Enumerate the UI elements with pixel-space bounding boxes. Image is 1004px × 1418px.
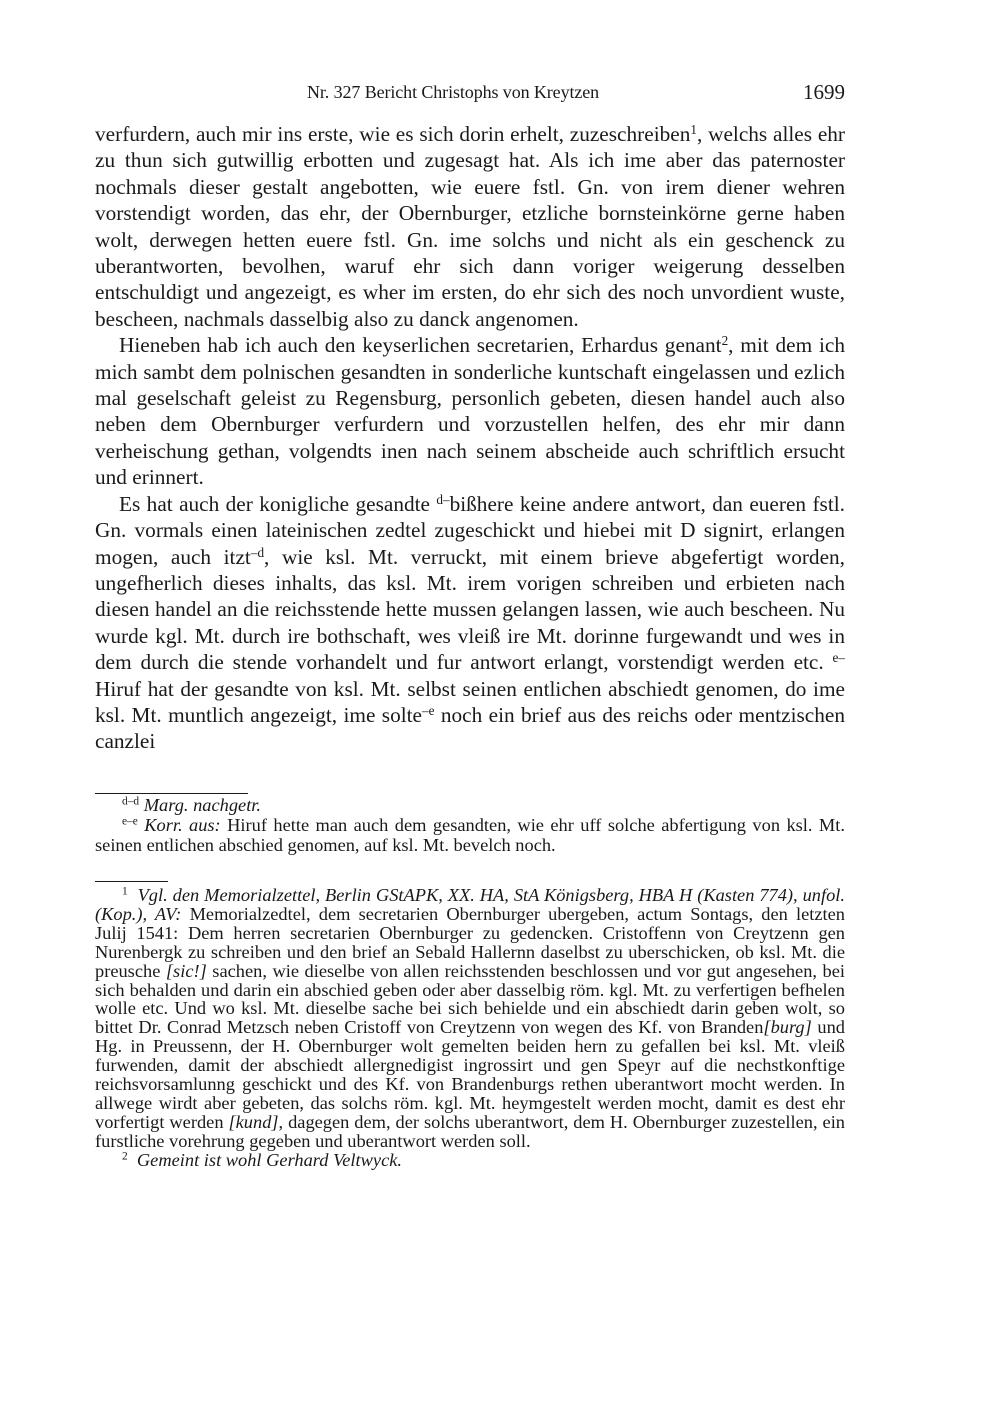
footnote-italic: [burg] — [763, 1017, 812, 1038]
footnote-italic: Gemeint ist wohl Gerhard Veltwyck. — [136, 1149, 402, 1170]
running-head — [95, 80, 845, 108]
apparatus-note-e — [95, 816, 845, 856]
apparatus-italic: Korr. aus: — [144, 814, 221, 835]
page-number: 1699 — [803, 80, 845, 104]
footnote-italic: Vgl. den Memorialzettel, Berlin GStAPK, XX. HA, StA Königsberg, HBA H (Kasten 774), unfol. (Kop.), AV: — [95, 885, 845, 924]
text-critical-apparatus — [95, 796, 845, 855]
footnote-ref-1[interactable]: 1 — [690, 121, 697, 137]
text-run: Es hat auch der konigliche gesandte — [119, 491, 437, 516]
text-run: verfurdern, auch mir ins erste, wie es sich dorin erhelt, zuzeschreiben — [95, 122, 691, 146]
text-run: noch ein brief aus des reichs oder mentzischen canzlei — [95, 702, 845, 754]
apparatus-text: Hiruf hette man auch dem gesandten, wie ehr uff solche abfertigung von ksl. Mt. seinen entlichen abschied genomen, auf ksl. Mt. bevelch noch. — [95, 814, 845, 855]
apparatus-ref-e-end[interactable]: –e — [422, 702, 435, 718]
apparatus-marker: d–d — [122, 795, 140, 808]
apparatus-ref-d-end[interactable]: –d — [250, 544, 265, 560]
apparatus-ref-e-start[interactable]: e– — [832, 649, 845, 665]
main-text — [95, 121, 845, 755]
text-run: bißhere keine andere antwort, dan eueren fstl. Gn. vormals einen lateinischen zedtel zugeschickt und hiebei mit D signirt, erlangen mogen, auch itzt — [95, 491, 845, 569]
footnote-text: sachen, wie dieselbe von allen reichsstenden beschlossen und vor gut angesehen, bei sich behalden und darin ein abschied geben oder aber dasselbig röm. kgl. Mt. zu verfertigen befhelen wolle etc. Und wo ksl. Mt. dieselbe sache bei sich behielde und ein abschiedt darin geben wolt, so bittet Dr. Conrad Metzsch neben Cristoff von Creytzenn von wegen des Kf. von Branden — [95, 960, 846, 1038]
text-run: , mit dem ich mich sambt dem polnischen gesandten in sonderliche kuntschaft eingelassen und ezlich mal geselschaft geleist zu Regensburg, personlich gebeten, diesen handel auch also neben dem Obernburger verfurdern und vorzustellen helfen, des ehr mir dann verheischung gethan, volgendts inen nach seinem abscheide auch schriftlich ersucht und erinnert. — [95, 333, 845, 490]
apparatus-marker: e–e — [122, 815, 138, 828]
footnote-2 — [95, 1151, 845, 1170]
text-run: Hieneben hab ich auch den keyserlichen secretarien, Erhardus genant — [119, 333, 722, 358]
apparatus-italic: Marg. nachgetr. — [143, 795, 262, 815]
footnote-text: und Hg. in Preussenn, der H. Obernburger wolt gemelten beiden hern zu gefallen bei ksl. Mt. vleiß furwenden, damit der abschiedt allergnedigist ingrossirt und gen Speyr auf die nechstkonftige reichsvorsamlunng geschickt und des Kf. von Brandenburgs rethen uberantwort mocht werden. In allwege wirdt aber gebeten, das solchs röm. kgl. Mt. heymgestelt werden mocht, damit es dest ehr vorfertigt werden — [95, 1017, 846, 1132]
footnote-ref-2[interactable]: 2 — [721, 333, 729, 348]
footnote-divider — [95, 881, 168, 882]
running-title: Nr. 327 Bericht Christophs von Kreytzen — [307, 82, 600, 102]
paragraph — [95, 332, 845, 490]
footnote-italic: [kund] — [228, 1111, 279, 1132]
paragraph — [95, 121, 845, 332]
apparatus-ref-d-start[interactable]: d– — [436, 491, 450, 507]
apparatus-divider — [95, 793, 248, 794]
footnotes — [95, 886, 845, 1170]
footnote-marker: 1 — [122, 885, 128, 898]
apparatus-note-d — [95, 796, 845, 816]
footnote-italic: [sic!] — [165, 960, 207, 981]
footnote-text: , dagegen dem, der solchs uberantwort, dem H. Obernburger zuzestellen, ein furstliche vorehrung gegeben und uberantwort werden soll. — [95, 1111, 845, 1151]
footnote-text: Memorialzedtel, dem secretarien Obernburger ubergeben, actum Sontags, den letzten Julij 1541: Dem herren secretarien Obernburger zu gedencken. Cristoffenn von Creytzenn gen Nurenbergk zu schreiben und den brief an Sebald Hallernn daselbst zu uberschicken, ob ksl. Mt. die preusche — [95, 903, 845, 981]
text-run: , welchs alles ehr zu thun sich gutwillig erbotten und zugesagt hat. Als ich ime aber das paternoster nochmals dieser gestalt angebotten, wie euere fstl. Gn. von irem diener wehren vorstendigt worden, das ehr, der Obernburger, etzliche bornsteinkörne gerne haben wolt, derwegen hetten euere fstl. Gn. ime solchs und nicht als ein geschenck zu uberantworten, bevolhen, waruf ehr sich dann voriger weigerung desselben entschuldigt und angezeigt, es wher im ersten, do ehr sich des noch unvordient wuste, bescheen, nachmals dasselbig also zu danck angenomen. — [95, 122, 846, 331]
footnote-marker: 2 — [122, 1150, 128, 1163]
paragraph — [95, 491, 845, 755]
text-run: , wie ksl. Mt. verruckt, mit einem brieve abgefertigt worden, ungefherlich dieses inhalts, das ksl. Mt. irem vorigen schreiben und erbieten nach diesen handel an die reichsstende hette mussen gelangen lassen, wie auch bescheen. Nu wurde kgl. Mt. durch ire bothschaft, wes vleiß ire Mt. dorinne furgewandt und wes in dem durch die stende vorhandelt und fur antwort erlangt, vorstendigt werden etc. — [95, 544, 846, 675]
text-run: Hiruf hat der gesandte von ksl. Mt. selbst seinen entlichen abschiedt genomen, do ime ksl. Mt. muntlich angezeigt, ime solte — [95, 676, 845, 727]
footnote-1 — [95, 886, 845, 1151]
